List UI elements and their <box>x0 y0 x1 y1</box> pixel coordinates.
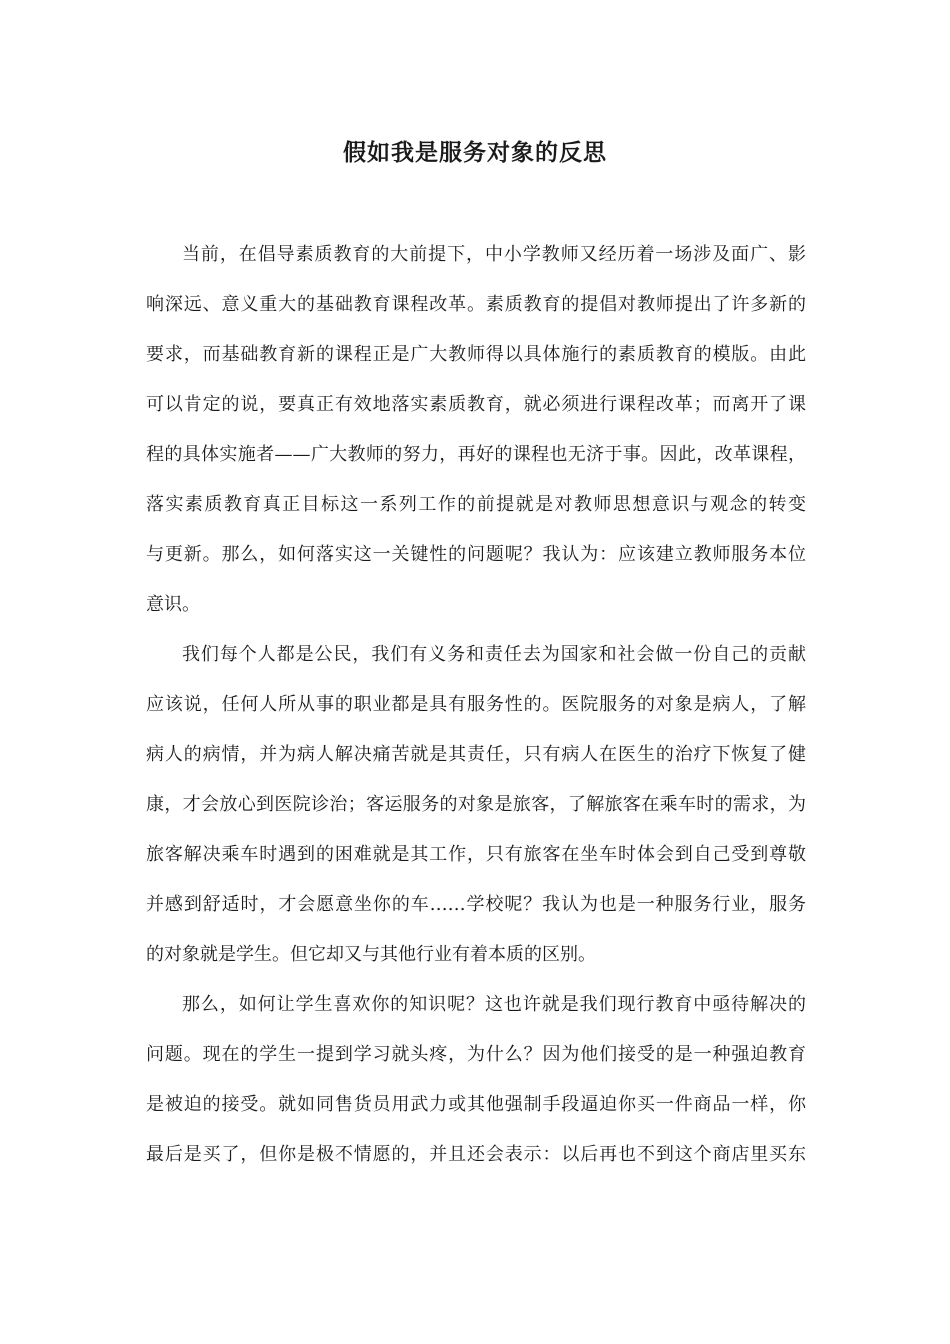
text-line: 病人的病情，并为病人解决痛苦就是其责任，只有病人在医生的治疗下恢复了健 <box>146 744 806 765</box>
text-line: 康，才会放心到医院诊治；客运服务的对象是旅客，了解旅客在乘车时的需求，为 <box>146 794 806 815</box>
text-line: 当前，在倡导素质教育的大前提下，中小学教师又经历着一场涉及面广、影 <box>182 244 806 265</box>
text-line: 并感到舒适时，才会愿意坐你的车……学校呢？我认为也是一种服务行业，服务 <box>146 894 806 915</box>
text-line: 我们每个人都是公民，我们有义务和责任去为国家和社会做一份自己的贡献 <box>182 644 806 665</box>
text-line: 响深远、意义重大的基础教育课程改革。素质教育的提倡对教师提出了许多新的 <box>146 294 806 315</box>
text-line: 要求，而基础教育新的课程正是广大教师得以具体施行的素质教育的模版。由此 <box>146 344 806 365</box>
text-line: 可以肯定的说，要真正有效地落实素质教育，就必须进行课程改革；而离开了课 <box>146 394 806 415</box>
text-line: 程的具体实施者——广大教师的努力，再好的课程也无济于事。因此，改革课程， <box>146 444 806 465</box>
text-line: 最后是买了，但你是极不情愿的，并且还会表示：以后再也不到这个商店里买东 <box>146 1144 806 1165</box>
text-line: 那么，如何让学生喜欢你的知识呢？这也许就是我们现行教育中亟待解决的 <box>182 994 806 1015</box>
text-line: 旅客解决乘车时遇到的困难就是其工作，只有旅客在坐车时体会到自己受到尊敬 <box>146 844 806 865</box>
document-title: 假如我是服务对象的反思 <box>343 140 607 166</box>
text-line: 应该说，任何人所从事的职业都是具有服务性的。医院服务的对象是病人，了解 <box>146 694 806 715</box>
text-line: 是被迫的接受。就如同售货员用武力或其他强制手段逼迫你买一件商品一样，你 <box>146 1094 806 1115</box>
text-line: 问题。现在的学生一提到学习就头疼，为什么？因为他们接受的是一种强迫教育 <box>146 1044 806 1065</box>
text-line: 的对象就是学生。但它却又与其他行业有着本质的区别。 <box>146 944 596 965</box>
text-line: 落实素质教育真正目标这一系列工作的前提就是对教师思想意识与观念的转变 <box>146 494 806 515</box>
text-line: 意识。 <box>146 594 200 615</box>
document-body <box>146 235 806 1185</box>
text-line: 与更新。那么，如何落实这一关键性的问题呢？我认为：应该建立教师服务本位 <box>146 544 806 565</box>
